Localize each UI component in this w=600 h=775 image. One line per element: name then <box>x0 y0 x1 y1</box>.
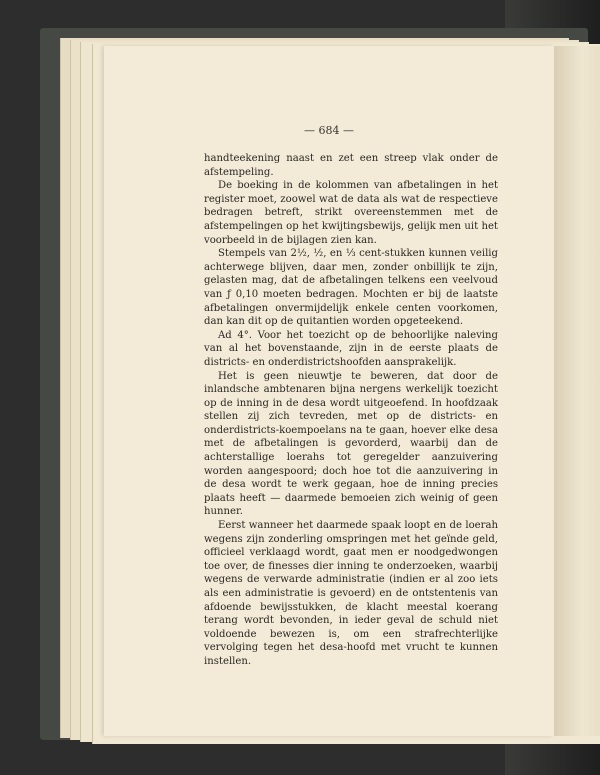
paragraph: De boeking in de kolommen van afbetalingen in het register moet, zoowel wat de data als wat de respectieve bedragen betreft, strikt overeenstemmen met de afstempelingen op het kwijtingsbewijs, gelijk men uit het voorbeeld in de bijlagen zien kan. <box>204 180 498 246</box>
facing-page-edge <box>554 46 600 736</box>
page-body <box>204 152 498 669</box>
paragraph: Eerst wanneer het daarmede spaak loopt en de loerah wegens zijn zonderling omspringen met het geïnde geld, officieel verklaagd wordt, gaat men er noodgedwongen toe over, de finesses dier inning te onderzoeken, waarbij wegens de verwarde administratie (indien er al zoo iets als een administratie is gevoerd) en de ontstentenis van afdoende bewijsstukken, de klacht meestal koerang terang wordt bevonden, in ieder geval de schuld niet voldoende bewezen is, om een strafrechterlijke vervolging tegen het desa-hoofd met vrucht te kunnen instellen. <box>204 520 498 667</box>
paragraph: Het is geen nieuwtje te beweren, dat door de inlandsche ambtenaren bijna nergens werkelijk toezicht op de inning in de desa wordt uitgeoefend. In hoofdzaak stellen zij zich tevreden, met op de districts- en onderdistricts-koempoelans na te gaan, hoever elke desa met de afbetalingen is gevorderd, waarbij dan de achterstallige loerahs tot geregelder aanzuivering worden aangespoord; doch hoe tot die aanzuivering in de desa wordt te werk gegaan, hoe de inning precies plaats heeft — daarmede bemoeien zich weinig of geen hunner. <box>204 370 498 518</box>
paragraph: handteekening naast en zet een streep vlak onder de afstempeling. <box>204 153 498 178</box>
paragraph: Stempels van 2½, ½, en ⅓ cent-stukken kunnen veilig achterwege blijven, daar men, zonder onbillijk te zijn, gelasten mag, dat de afbetalingen telkens een veelvoud van ƒ 0,10 moeten bedragen. Mochten er bij de laatste afbetalingen onvermijdelijk enkele centen voorkomen, dan kan dit op de quitantien worden opgeteekend. <box>204 248 498 328</box>
paragraph: Ad 4°. Voor het toezicht op de behoorlijke naleving van al het bovenstaande, zijn in de eerste plaats de districts- en onderdistrictshoofden aansprakelijk. <box>204 329 498 368</box>
page-number: — 684 — <box>304 124 354 137</box>
